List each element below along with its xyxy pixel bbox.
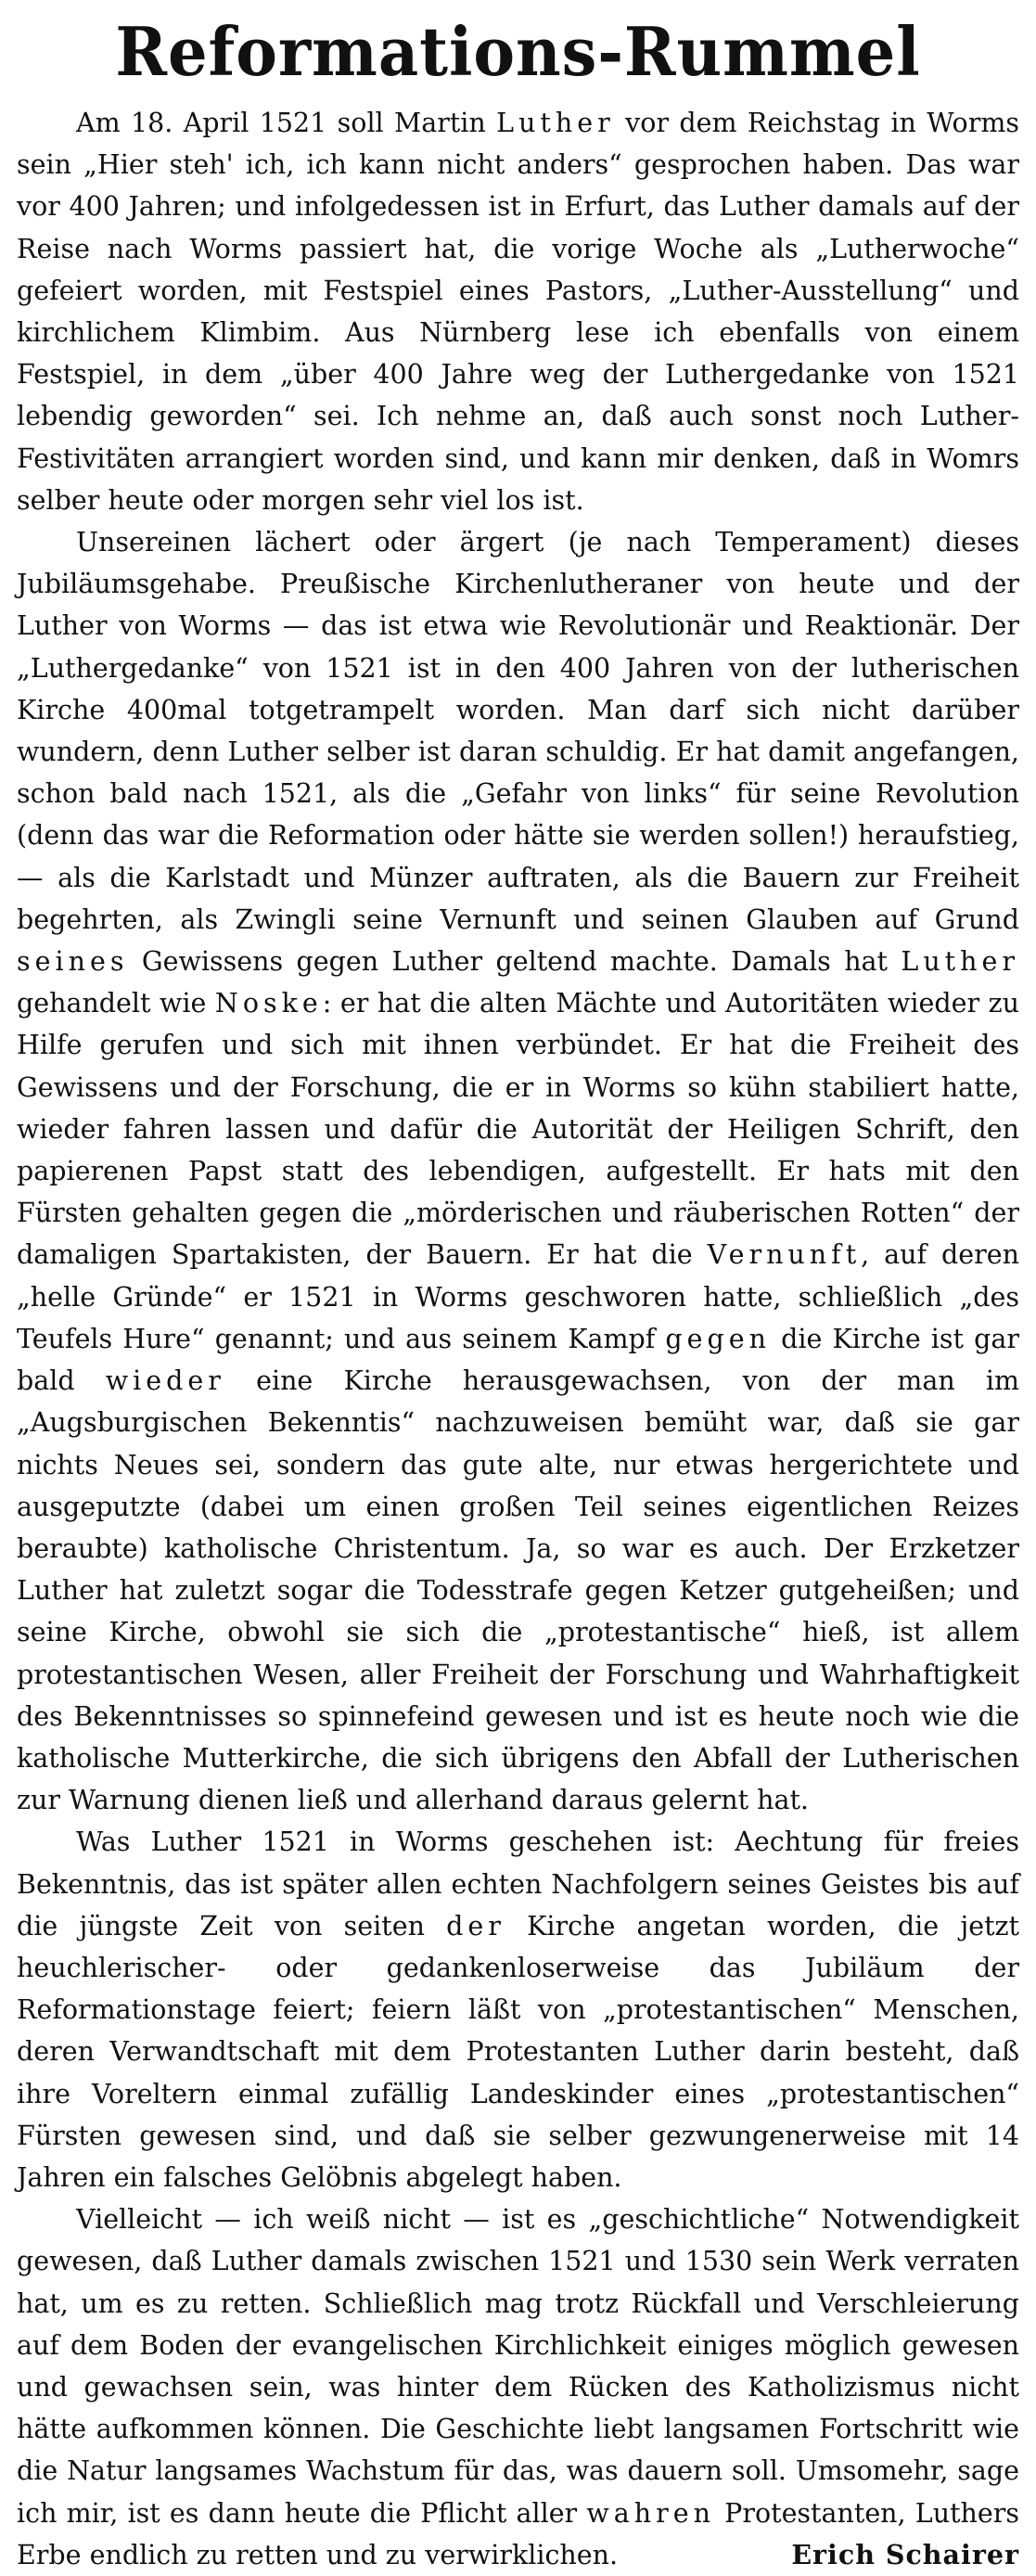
paragraph-3: [17, 1821, 1019, 2198]
text-run: eine Kirche herausgewachsen, von der man im „Augsburgischen Bekenntis“ nachzuweisen bemüht war, daß sie gar nichts Neues sei, sondern das gute alte, nur etwas hergerichtete und ausgeputzte (dabei um einen großen Teil seines eigentlichen Reizes beraubte) katholische Christentum. Ja, so war es auch. Der Erzketzer Luther hat zuletzt sogar die Todesstrafe gegen Ketzer gutgeheißen; und seine Kirche, obwohl sie sich die „protestantische“ hieß, ist allem protestantischen Wesen, aller Freiheit der Forschung und Wahrhaftigkeit des Bekenntnisses so spinnefeind gewesen und ist es heute noch wie die katholische Mutterkirche, die sich übrigens den Abfall der Lutherischen zur Warnung dienen ließ und allerhand daraus gelernt hat.: [17, 1365, 1019, 1816]
emphasized-text: wieder: [105, 1365, 225, 1397]
emphasized-text: Luther: [901, 946, 1019, 978]
text-run: : er hat die alten Mächte und Autoritäten wieder zu Hilfe gerufen und sich mit ihnen verbündet. Er hat die Freiheit des Gewissens und der Forschung, die er in Worms so kühn stabiliert hatte, wieder fahren lassen und dafür die Autorität der Heiligen Schrift, den papierenen Papst statt des lebendigen, aufgestellt. Er hats mit den Fürsten gehalten gegen die „mörderischen und räuberischen Rotten“ der damaligen Spartakisten, der Bauern. Er hat die: [17, 988, 1019, 1271]
article-title: Reformations-Rummel: [115, 12, 921, 91]
author-signature: Erich Schairer: [791, 2538, 1019, 2570]
emphasized-text: seines: [17, 946, 129, 978]
text-run: die Kirche ist gar bald: [17, 1323, 1019, 1397]
text-run: gehandelt wie: [17, 988, 215, 1019]
text-run: vor dem Reichstag in Worms sein „Hier steh' ich, ich kann nicht anders“ gesprochen haben. Das war vor 400 Jahren; und infolgedessen ist in Erfurt, das Luther damals auf der Reise nach Worms passiert hat, die vorige Woche als „Lutherwoche“ gefeiert worden, mit Festspiel eines Pastors, „Luther-Ausstellung“ und kirchlichem Klimbim. Aus Nürnberg lese ich ebenfalls von einem Festspiel, in dem „über 400 Jahre weg der Luthergedanke von 1521 lebendig geworden“ sei. Ich nehme an, daß auch sonst noch Luther-Festivitäten arrangiert worden sind, und kann mir denken, daß in Womrs selber heute oder morgen sehr viel los ist.: [17, 108, 1019, 516]
paragraph-1: [17, 102, 1019, 521]
emphasized-text: Vernunft: [707, 1239, 862, 1271]
emphasized-text: der: [446, 1910, 505, 1942]
text-run: Unsereinen lächert oder ärgert (je nach Temperament) dieses Jubiläumsgehabe. Preußische Kirchenlutheraner von heute und der Luther von Worms — das ist etwa wie Revolutionär und Reaktionär. Der „Luthergedanke“ von 1521 ist in den 400 Jahren von der lutherischen Kirche 400mal totgetrampelt worden. Man darf sich nicht darüber wundern, denn Luther selber ist daran schuldig. Er hat damit angefangen, schon bald nach 1521, als die „Gefahr von links“ für seine Revolution (denn das war die Reformation oder hätte sie werden sollen!) heraufstieg, — als die Karlstadt und Münzer auftraten, als die Bauern zur Freiheit begehrten, als Zwingli seine Vernunft und seinen Glauben auf Grund: [17, 527, 1019, 935]
text-run: Gewissens gegen Luther geltend machte. Damals hat: [128, 946, 902, 978]
text-run: Protestanten, Luthers Erbe endlich zu retten und zu verwirklichen.: [17, 2497, 1019, 2570]
text-run: Vielleicht — ich weiß nicht — ist es „geschichtliche“ Notwendigkeit gewesen, daß Luther damals zwischen 1521 und 1530 sein Werk verraten hat, um es zu retten. Schließlich mag trotz Rückfall und Verschleierung auf dem Boden der evangelischen Kirchlichkeit einiges möglich gewesen und gewachsen sein, was hinter dem Rücken des Katholizismus nicht hätte aufkommen können. Die Geschichte liebt langsamen Fortschritt wie die Natur langsames Wachstum für das, was dauern soll. Umsomehr, sage ich mir, ist es dann heute die Pflicht aller: [17, 2204, 1019, 2529]
emphasized-text: gegen: [665, 1323, 771, 1354]
text-run: Kirche angetan worden, die jetzt heuchlerischer- oder gedankenloserweise das Jubiläum der Reformationstage feiert; feiern läßt von „protestantischen“ Menschen, deren Verwandtschaft mit dem Protestanten Luther darin besteht, daß ihre Voreltern einmal zufällig Landeskinder eines „protestantischen“ Fürsten gewesen sind, und daß sie selber gezwungenerweise mit 14 Jahren ein falsches Gelöbnis abgelegt haben.: [17, 1910, 1019, 2193]
emphasized-text: wahren: [586, 2497, 715, 2529]
emphasized-text: Luther: [496, 108, 615, 138]
text-run: Am 18. April 1521 soll Martin: [76, 108, 497, 138]
article-body: [17, 102, 1019, 2576]
text-run: Was Luther 1521 in Worms geschehen ist: Aechtung für freies Bekenntnis, das ist später allen echten Nachfolgern seines Geistes bis auf die jüngste Zeit von seiten: [17, 1826, 1019, 1942]
paragraph-4: [17, 2198, 1019, 2576]
paragraph-2: [17, 521, 1019, 1821]
text-run: , auf deren „helle Gründe“ er 1521 in Worms geschworen hatte, schließlich „des Teufels Hure“ genannt; und aus seinem Kampf: [17, 1239, 1019, 1354]
emphasized-text: Noske: [214, 988, 323, 1019]
